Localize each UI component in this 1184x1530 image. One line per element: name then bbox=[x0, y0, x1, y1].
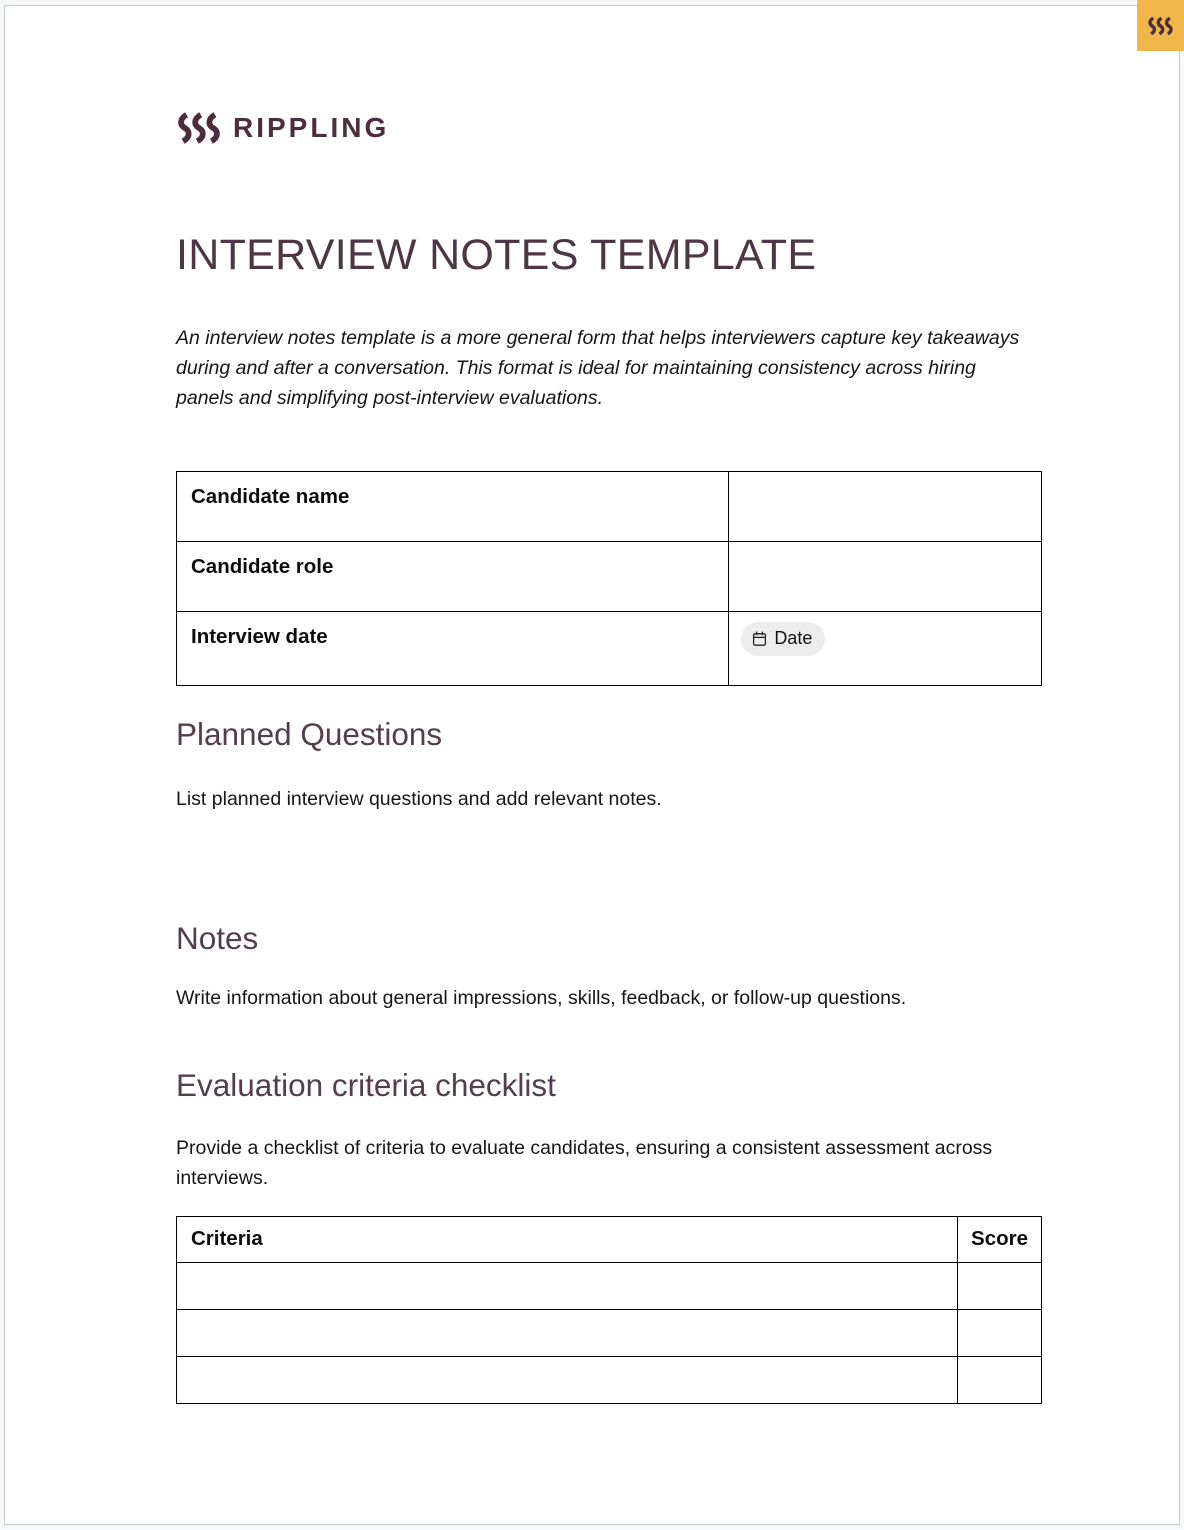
section-planned-questions bbox=[176, 716, 1044, 814]
document-content bbox=[176, 6, 1044, 1404]
notes-heading: Notes bbox=[176, 920, 259, 957]
candidate-name-label: Candidate name bbox=[177, 472, 729, 542]
candidate-role-input-cell[interactable] bbox=[729, 542, 1042, 612]
score-column-header: Score bbox=[958, 1216, 1042, 1262]
criteria-empty-row bbox=[177, 1309, 1042, 1356]
candidate-role-row bbox=[177, 542, 1042, 612]
rippling-mark-icon bbox=[1147, 16, 1174, 36]
evaluation-criteria-heading: Evaluation criteria checklist bbox=[176, 1066, 556, 1103]
score-input-cell[interactable] bbox=[958, 1356, 1042, 1403]
candidate-name-row bbox=[177, 472, 1042, 542]
interview-date-input-cell[interactable] bbox=[729, 612, 1042, 686]
date-chip[interactable] bbox=[741, 622, 825, 656]
candidate-role-label: Candidate role bbox=[177, 542, 729, 612]
calendar-icon bbox=[752, 631, 767, 647]
document-card bbox=[4, 5, 1180, 1525]
criteria-table-header-row bbox=[177, 1216, 1042, 1262]
criteria-score-table bbox=[176, 1216, 1042, 1404]
criteria-column-header: Criteria bbox=[177, 1216, 958, 1262]
interview-date-row bbox=[177, 612, 1042, 686]
criteria-input-cell[interactable] bbox=[177, 1262, 958, 1309]
rippling-mark-icon bbox=[176, 111, 222, 145]
corner-accent-badge bbox=[1137, 0, 1184, 51]
planned-questions-description: List planned interview questions and add relevant notes. bbox=[176, 788, 662, 811]
section-evaluation-criteria bbox=[176, 1067, 1044, 1193]
planned-questions-heading: Planned Questions bbox=[176, 716, 443, 753]
score-input-cell[interactable] bbox=[958, 1309, 1042, 1356]
criteria-empty-row bbox=[177, 1262, 1042, 1309]
candidate-name-input-cell[interactable] bbox=[729, 472, 1042, 542]
intro-paragraph: An interview notes template is a more general form that helps interviewers capture key takeaways during and after a conversation. This format is ideal for maintaining consistency across hiring panels and simplifying post-interview evaluations. bbox=[176, 327, 1020, 410]
criteria-input-cell[interactable] bbox=[177, 1309, 958, 1356]
evaluation-criteria-description: Provide a checklist of criteria to evaluate candidates, ensuring a consistent assessment across interviews. bbox=[176, 1136, 993, 1189]
interview-date-label: Interview date bbox=[177, 612, 729, 686]
notes-description: Write information about general impressions, skills, feedback, or follow-up questions. bbox=[176, 986, 907, 1009]
rippling-logo bbox=[176, 110, 1044, 146]
rippling-logotype: RIPPLING bbox=[233, 112, 390, 143]
section-notes bbox=[176, 920, 1044, 1013]
criteria-empty-row bbox=[177, 1356, 1042, 1403]
candidate-info-table bbox=[176, 471, 1042, 686]
document-title: INTERVIEW NOTES TEMPLATE bbox=[176, 231, 817, 279]
score-input-cell[interactable] bbox=[958, 1262, 1042, 1309]
date-chip-label: Date bbox=[774, 628, 813, 649]
criteria-input-cell[interactable] bbox=[177, 1356, 958, 1403]
